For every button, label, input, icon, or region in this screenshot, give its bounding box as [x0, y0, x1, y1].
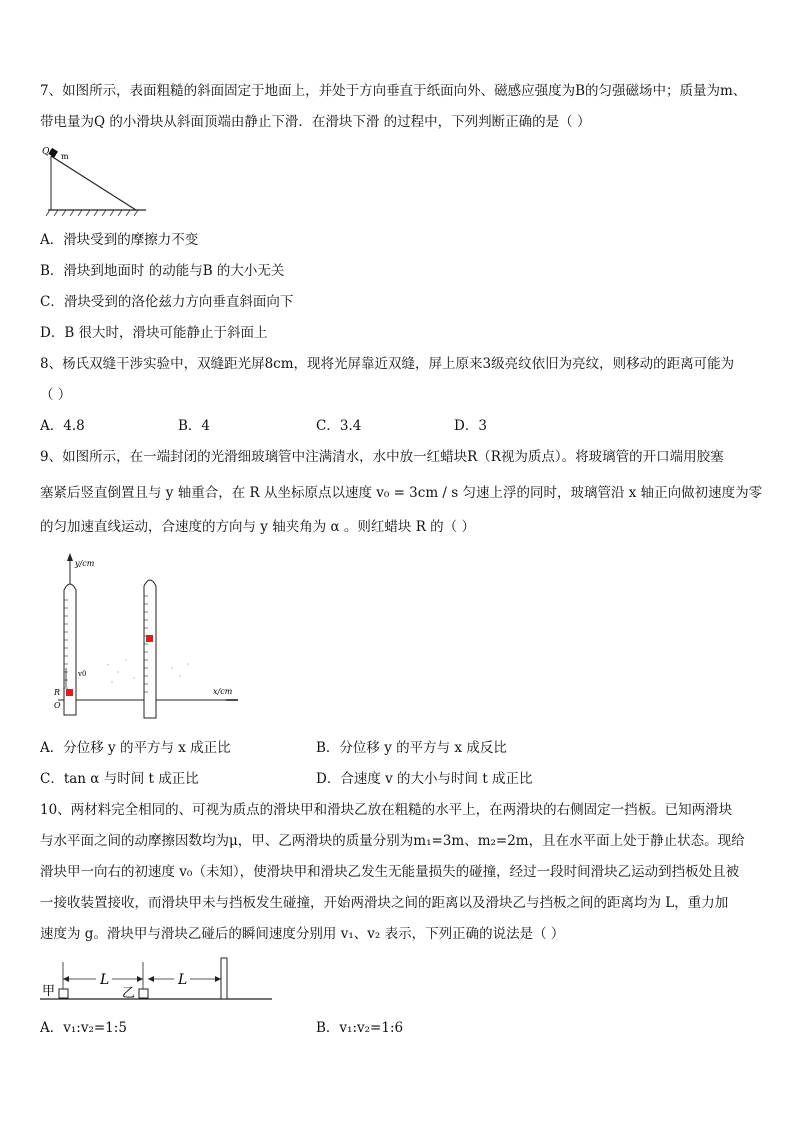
q10-fig-l2-label: L — [178, 972, 188, 988]
q9-option-d: D．合速度 v 的大小与时间 t 成正比 — [316, 771, 533, 787]
q10-fig-yi-label: 乙 — [122, 986, 136, 1001]
q10-option-b: B．v₁:v₂=1:6 — [316, 1020, 404, 1036]
q9-fig-x-label: x/cm — [213, 687, 233, 696]
q10-fig-jia-label: 甲 — [42, 984, 56, 999]
q8-option-c: C．3.4 — [316, 418, 362, 434]
q7-option-b: B．滑块到地面时 的动能与B 的大小无关 — [40, 263, 285, 279]
q7-option-c: C．滑块受到的洛伦兹力方向垂直斜面向下 — [40, 294, 294, 310]
q7-option-d: D．B 很大时，滑块可能静止于斜面上 — [40, 325, 268, 341]
q7-option-a: A．滑块受到的摩擦力不变 — [40, 232, 199, 248]
q7-stem-line1: 7、如图所示，表面粗糙的斜面固定于地面上，并处于方向垂直于纸面向外、磁感应强度为B的匀强磁场中；质量为m、 — [40, 83, 747, 99]
q8-option-b: B．4 — [178, 418, 211, 434]
q9-fig-v0-label: v0 — [78, 670, 87, 678]
q9-option-c: C．tan α 与时间 t 成正比 — [40, 771, 199, 787]
q9-fig-o-label: O — [54, 701, 61, 710]
q7-incline-figure — [36, 140, 156, 220]
q9-stem-line3: 的匀加速直线运动，合速度的方向与 y 轴夹角为 α 。则红蜡块 R 的（ ） — [40, 519, 475, 535]
q9-stem-line1: 9、如图所示，在一端封闭的光滑细玻璃管中注满清水，水中放一红蜡块R（R视为质点）。将玻璃管的开口端用胶塞 — [40, 449, 724, 465]
q8-stem-line1: 8、杨氏双缝干涉实验中，双缝距光屏8cm，现将光屏靠近双缝，屏上原来3级亮纹依旧为亮纹，则移动的距离可能为 — [40, 356, 735, 372]
q8-option-d: D．3 — [454, 418, 487, 434]
q10-option-a: A．v₁:v₂=1:5 — [40, 1020, 127, 1036]
q10-blocks-figure — [40, 954, 280, 1004]
q9-fig-y-label: y/cm — [75, 559, 95, 568]
q10-fig-l1-label: L — [100, 972, 110, 988]
q10-stem-line1: 10、两材料完全相同的、可视为质点的滑块甲和滑块乙放在粗糙的水平上，在两滑块的右侧固定一挡板。已知两滑块 — [40, 802, 733, 818]
q9-stem-line2: 塞紧后竖直倒置且与 y 轴重合，在 R 从坐标原点以速度 v₀ = 3cm / s 匀速上浮的同时，玻璃管沿 x 轴正向做初速度为零 — [40, 485, 763, 501]
q9-tube-figure — [48, 550, 248, 725]
q7-fig-label-m: m — [61, 152, 69, 161]
q7-fig-label-q: Q — [42, 147, 50, 157]
q7-stem-line2: 带电量为Q 的小滑块从斜面顶端由静止下滑．在滑块下滑 的过程中，下列判断正确的是（ ） — [40, 114, 591, 130]
q9-option-b: B．分位移 y 的平方与 x 成反比 — [316, 740, 507, 756]
q10-stem-line3: 滑块甲一向右的初速度 v₀（未知），使滑块甲和滑块乙发生无能量损失的碰撞，经过一段时间滑块乙运动到挡板处且被 — [40, 864, 740, 880]
q8-option-a: A．4.8 — [40, 418, 85, 434]
q10-stem-line5: 速度为 g。滑块甲与滑块乙碰后的瞬间速度分别用 v₁、v₂ 表示，下列正确的说法是（ ） — [40, 926, 565, 942]
q10-stem-line4: 一接收装置接收，而滑块甲未与挡板发生碰撞，开始两滑块之间的距离以及滑块乙与挡板之间的距离均为 L，重力加 — [40, 895, 729, 911]
q9-fig-r-label: R — [54, 688, 61, 697]
q9-option-a: A．分位移 y 的平方与 x 成正比 — [40, 740, 231, 756]
q8-stem-line2: （ ） — [40, 387, 72, 403]
q10-stem-line2: 与水平面之间的动摩擦因数均为μ，甲、乙两滑块的质量分别为m₁=3m、m₂=2m，且在水平面上处于静止状态。现给 — [40, 833, 745, 849]
